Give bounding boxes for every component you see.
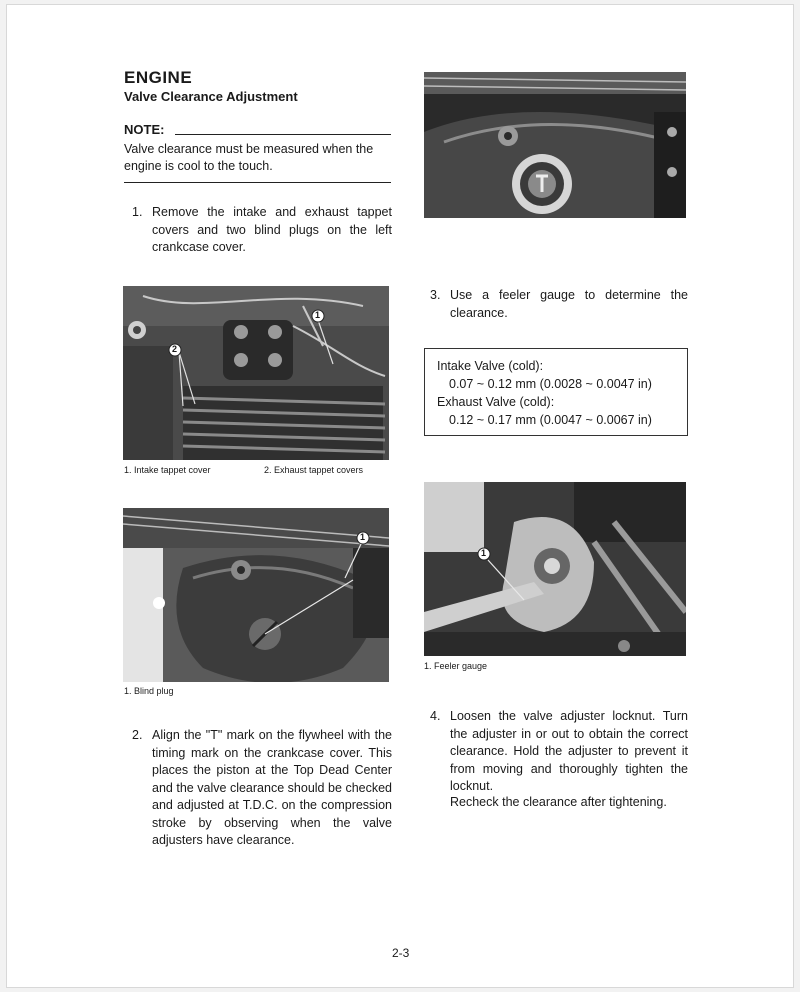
- caption-intake-tappet-cover: 1. Intake tappet cover: [124, 465, 211, 475]
- callout-label-2: 2: [172, 344, 178, 354]
- step-text: Use a feeler gauge to determine the clearance.: [450, 288, 688, 320]
- exhaust-valve-label: Exhaust Valve (cold):: [437, 395, 555, 409]
- step-text: Loosen the valve adjuster locknut. Turn the adjuster in or out to obtain the correct clearance. Hold the adjuster to prevent it from moving and thoroughly tighten the locknut.: [450, 709, 688, 793]
- clearance-spec-box: [424, 348, 688, 436]
- section-title: ENGINE: [124, 68, 193, 87]
- step-number: 1.: [132, 205, 143, 219]
- step-text: Remove the intake and exhaust tappet covers and two blind plugs on the left crankcase cover.: [152, 205, 392, 254]
- callout-label-1: 1: [360, 532, 366, 542]
- step-4-recheck: Recheck the clearance after tightening.: [450, 795, 667, 809]
- step-1: [132, 204, 392, 258]
- photo-timing-hole: [424, 72, 686, 218]
- caption-exhaust-tappet-covers: 2. Exhaust tappet covers: [264, 465, 364, 475]
- note-text: Valve clearance must be measured when the engine is cool to the touch.: [124, 142, 374, 173]
- callout-label-1: 1: [315, 310, 321, 320]
- subsection-title: Valve Clearance Adjustment: [124, 89, 298, 104]
- intake-valve-value: 0.07 ~ 0.12 mm (0.0028 ~ 0.0047 in): [449, 377, 652, 391]
- step-3: [430, 287, 688, 323]
- caption-feeler-gauge: 1. Feeler gauge: [424, 661, 488, 671]
- note-rule-bottom: [124, 182, 391, 183]
- step-number: 3.: [430, 288, 441, 302]
- page-number: 2-3: [392, 946, 410, 960]
- step-text: Align the "T" mark on the flywheel with the timing mark on the crankcase cover. This places the piston at the Top Dead Center and the valve clearance should be checked and adjusted at T.D.C. on the compression stroke by observing when the valve adjusters have clearance.: [152, 728, 392, 847]
- exhaust-valve-value: 0.12 ~ 0.17 mm (0.0047 ~ 0.0067 in): [449, 413, 652, 427]
- note-label: NOTE:: [124, 122, 165, 137]
- photo-tappet-covers: [123, 286, 389, 460]
- step-2: [132, 727, 392, 851]
- intake-valve-label: Intake Valve (cold):: [437, 359, 544, 373]
- photo-feeler-gauge: [424, 482, 686, 656]
- callout-label-1: 1: [481, 548, 487, 558]
- photo-blind-plug: [123, 508, 389, 682]
- note-rule-top: [175, 134, 391, 135]
- step-number: 2.: [132, 728, 143, 742]
- caption-blind-plug: 1. Blind plug: [124, 686, 174, 696]
- step-number: 4.: [430, 709, 441, 723]
